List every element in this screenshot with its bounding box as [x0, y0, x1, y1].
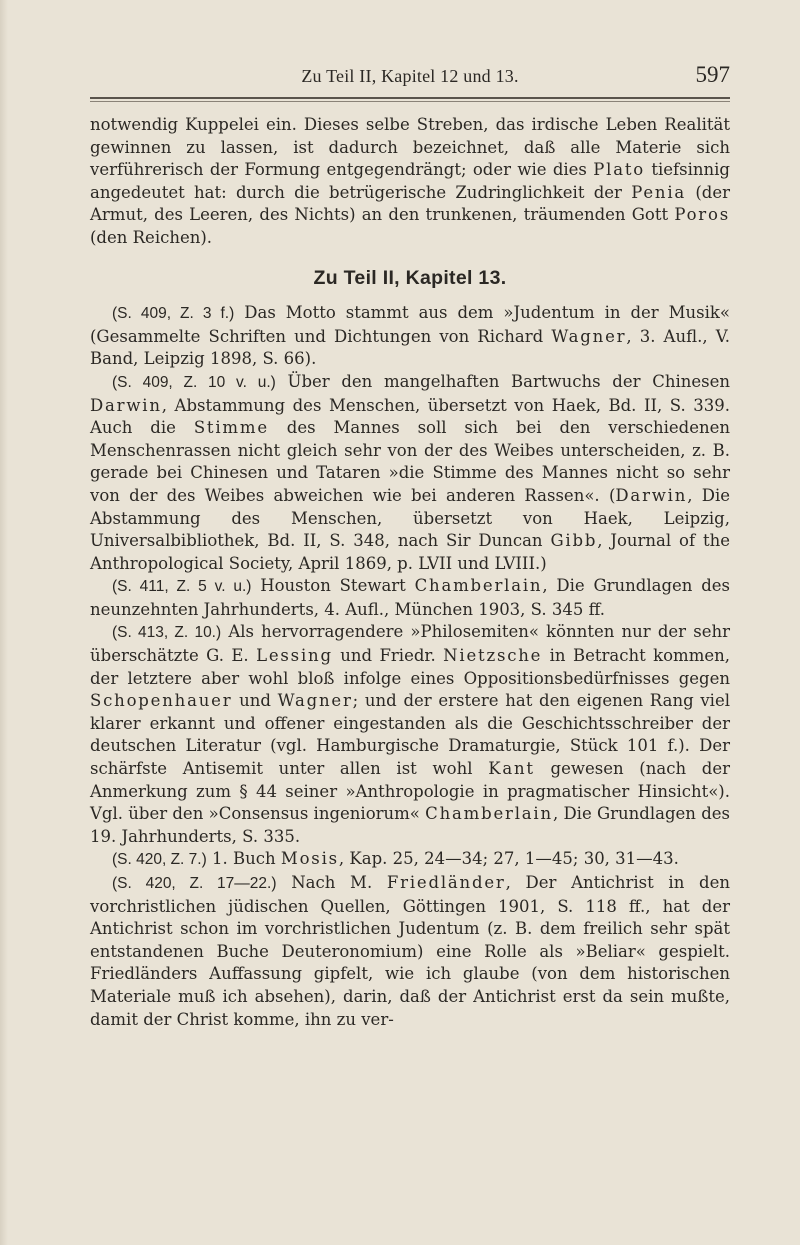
- page-body: [90, 114, 730, 1031]
- running-header: [90, 62, 730, 94]
- name-poros: Poros: [674, 205, 730, 225]
- note-409-3: (S. 409, Z. 3 f.) Das Motto stammt aus dem »Judentum in der Musik« (Gesammelte Schriften und Dichtungen von Richard Wagner, 3. Aufl., V. Band, Leipzig 1898, S. 66).: [90, 303, 730, 369]
- note-reference: (S. 413, Z. 10.): [112, 624, 222, 642]
- header-rule-thick: [90, 97, 730, 99]
- note-420-17: (S. 420, Z. 17—22.) Nach M. Friedländer, Der Antichrist in den vorchristlichen jüdischen Quellen, Göttingen 1901, S. 118 ff., hat der Antichrist schon im vorchristlichen Judentum (z. B. dem freilich sehr spät entstandenen Buche Deuteronomium) eine Rolle als »Beliar« gespielt. Friedländers Auffassung gipfelt, wie ich glaube (von dem historischen Materiale muß ich absehen), darin, daß der Antichrist erst da sein mußte, damit der Christ komme, ihn zu ver-: [90, 873, 730, 1029]
- note-413-10: (S. 413, Z. 10.) Als hervorragendere »Philosemiten« könnten nur der sehr überschätzte G. E. Lessing und Friedr. Nietzsche in Betracht kommen, der letztere aber wohl bloß infolge eines Oppositionsbedürfnisses gegen Schopenhauer und Wagner; und der erstere hat den eigenen Rang viel klarer erkannt und offener eingestanden als die Geschichtsschreiber der deutschen Literatur (vgl. Hamburgische Dramaturgie, Stück 101 f.). Der schärfste Antisemit unter allen ist wohl Kant gewesen (nach der Anmerkung zum § 44 seiner »Anthropologie in pragmatischer Hinsicht«). Vgl. über den »Consensus ingeniorum« Chamberlain, Die Grundlagen des 19. Jahrhunderts, S. 335.: [90, 622, 730, 846]
- header-title: Zu Teil II, Kapitel 12 und 13.: [301, 66, 519, 86]
- note-reference: (S. 420, Z. 17—22.): [112, 875, 277, 892]
- header-rule-thin: [90, 101, 730, 102]
- note-reference: (S. 411, Z. 5 v. u.): [112, 578, 252, 596]
- paragraph-1: notwendig Kuppelei ein. Dieses selbe Streben, das irdische Leben Realität gewinnen zu lassen, ist dadurch bezeichnet, daß alle Materie sich verführerisch der Formung entgegendrängt; oder wie dies Plato tiefsinnig angedeutet hat: durch die betrügerische Zudringlichkeit der Penia (der Armut, des Leeren, des Nichts) an den trunkenen, träumenden Gott Poros (den Reichen).: [90, 115, 730, 247]
- note-reference: (S. 409, Z. 10 v. u.): [112, 373, 276, 391]
- note-409-10: (S. 409, Z. 10 v. u.) Über den mangelhaften Bartwuchs der Chinesen Darwin, Abstammung des Menschen, übersetzt von Haek, Bd. II, S. 339. Auch die Stimme des Mannes soll sich bei den verschiedenen Menschenrassen nicht gleich sehr von der des Weibes unterscheiden, z. B. gerade bei Chinesen und Tataren »die Stimme des Mannes nicht so sehr von der des Weibes abweichen wie bei anderen Rassen«. (Darwin, Die Abstammung des Menschen, übersetzt von Haek, Leipzig, Universalbibliothek, Bd. II, S. 348, nach Sir Duncan Gibb, Journal of the Anthropological Society, April 1869, p. LVII und LVIII.): [90, 371, 730, 573]
- name-plato: Plato: [593, 160, 646, 180]
- note-reference: (S. 420, Z. 7.): [112, 851, 207, 869]
- page-number: 597: [695, 62, 730, 87]
- note-420-7: (S. 420, Z. 7.) 1. Buch Mosis, Kap. 25, 24—34; 27, 1—45; 30, 31—43.: [112, 849, 679, 869]
- note-reference: (S. 409, Z. 3 f.): [112, 305, 235, 323]
- section-heading: Zu Teil II, Kapitel 13.: [313, 266, 507, 289]
- name-penia: Penia: [631, 182, 687, 202]
- note-411-5: (S. 411, Z. 5 v. u.) Houston Stewart Chamberlain, Die Grundlagen des neunzehnten Jahrhunderts, 4. Aufl., München 1903, S. 345 ff.: [90, 576, 730, 619]
- page-edge-shadow: [0, 0, 8, 1245]
